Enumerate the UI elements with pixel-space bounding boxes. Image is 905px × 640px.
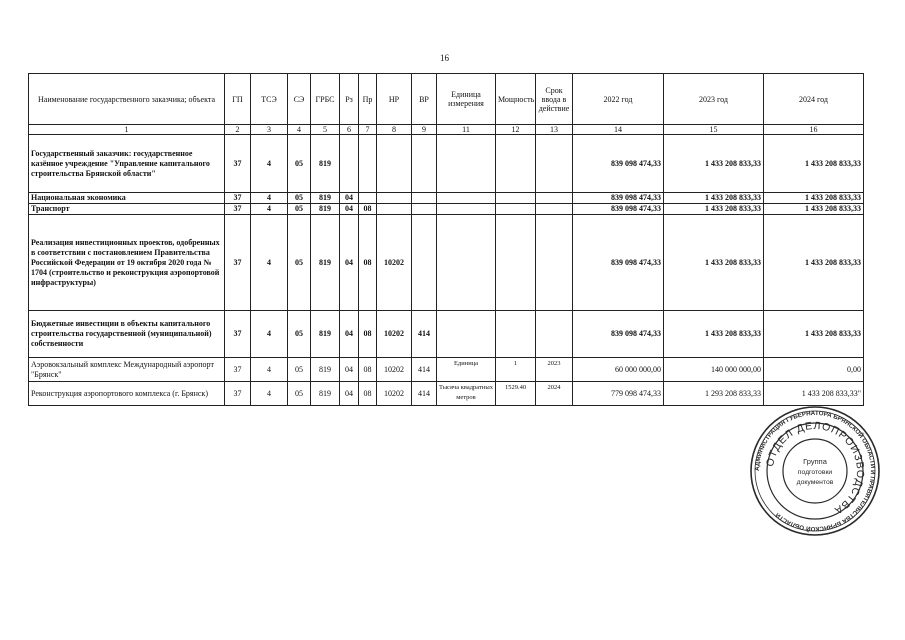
cell-2022: 839 098 474,33	[573, 215, 664, 311]
cell-deadline	[536, 311, 573, 358]
column-number: 14	[573, 125, 664, 135]
cell-grbs: 819	[311, 382, 340, 406]
cell-se: 05	[288, 204, 311, 215]
cell-unit: Тысяча квадратных метров	[437, 382, 496, 406]
column-number-row	[29, 125, 864, 135]
cell-nr: 10202	[377, 311, 412, 358]
seal-outer-text: АДМИНИСТРАЦИЯ ГУБЕРНАТОРА БРЯНСКОЙ ОБЛАСТИ И ПРАВИТЕЛЬСТВА БРЯНСКОЙ ОБЛАСТИ	[753, 409, 877, 533]
cell-rz: 04	[340, 193, 359, 204]
cell-2023: 1 433 208 833,33	[664, 311, 764, 358]
cell-capacity	[496, 311, 536, 358]
cell-unit	[437, 135, 496, 193]
table-row	[29, 135, 864, 193]
cell-deadline	[536, 135, 573, 193]
cell-tse: 4	[251, 311, 288, 358]
cell-2022: 839 098 474,33	[573, 193, 664, 204]
cell-2024: 1 433 208 833,33	[764, 215, 864, 311]
column-number: 6	[340, 125, 359, 135]
column-number: 7	[359, 125, 377, 135]
cell-se: 05	[288, 382, 311, 406]
seal-center-line: документов	[796, 479, 834, 486]
cell-grbs: 819	[311, 311, 340, 358]
cell-grbs: 819	[311, 358, 340, 382]
cell-se: 05	[288, 135, 311, 193]
cell-2023: 1 433 208 833,33	[664, 215, 764, 311]
cell-deadline	[536, 193, 573, 204]
header-name: Наименование государственного заказчика; объекта	[29, 74, 225, 125]
cell-nr	[377, 135, 412, 193]
header-pr: Пр	[359, 74, 377, 125]
cell-gp: 37	[225, 204, 251, 215]
cell-grbs: 819	[311, 135, 340, 193]
cell-vr	[412, 215, 437, 311]
cell-2023: 1 433 208 833,33	[664, 135, 764, 193]
column-number: 1	[29, 125, 225, 135]
cell-2023: 1 433 208 833,33	[664, 204, 764, 215]
cell-nr: 10202	[377, 215, 412, 311]
row-name: Аэровокзальный комплекс Международный аэропорт "Брянск"	[29, 358, 225, 382]
table-row	[29, 193, 864, 204]
seal-ring-text: ОТДЕЛ ДЕЛОПРОИЗВОДСТВА	[764, 419, 867, 517]
cell-vr: 414	[412, 311, 437, 358]
cell-2024: 1 433 208 833,33	[764, 311, 864, 358]
row-name: Реконструкция аэропортового комплекса (г. Брянск)	[29, 382, 225, 406]
cell-2022: 60 000 000,00	[573, 358, 664, 382]
cell-tse: 4	[251, 382, 288, 406]
cell-rz	[340, 135, 359, 193]
table-row	[29, 382, 864, 406]
column-number: 9	[412, 125, 437, 135]
cell-2024: 1 433 208 833,33	[764, 204, 864, 215]
cell-pr	[359, 193, 377, 204]
cell-2023: 140 000 000,00	[664, 358, 764, 382]
cell-deadline: 2024	[536, 382, 573, 406]
cell-capacity	[496, 135, 536, 193]
seal-center-line: подготовки	[797, 469, 833, 476]
column-number: 16	[764, 125, 864, 135]
cell-deadline	[536, 215, 573, 311]
column-number: 3	[251, 125, 288, 135]
header-vr: ВР	[412, 74, 437, 125]
header-capacity: Мощность	[496, 74, 536, 125]
cell-nr: 10202	[377, 382, 412, 406]
cell-capacity	[496, 204, 536, 215]
cell-2023: 1 293 208 833,33	[664, 382, 764, 406]
header-grbs: ГРБС	[311, 74, 340, 125]
cell-se: 05	[288, 193, 311, 204]
header-tse: ТСЭ	[251, 74, 288, 125]
cell-capacity	[496, 215, 536, 311]
cell-se: 05	[288, 215, 311, 311]
header-2023: 2023 год	[664, 74, 764, 125]
header-gp: ГП	[225, 74, 251, 125]
cell-nr	[377, 193, 412, 204]
cell-nr: 10202	[377, 358, 412, 382]
header-2022: 2022 год	[573, 74, 664, 125]
cell-2022: 839 098 474,33	[573, 204, 664, 215]
cell-vr	[412, 204, 437, 215]
column-number: 15	[664, 125, 764, 135]
column-number: 5	[311, 125, 340, 135]
cell-pr: 08	[359, 204, 377, 215]
cell-unit	[437, 204, 496, 215]
cell-tse: 4	[251, 358, 288, 382]
cell-nr	[377, 204, 412, 215]
cell-unit: Единица	[437, 358, 496, 382]
table-row	[29, 358, 864, 382]
budget-table	[28, 73, 864, 406]
column-number: 12	[496, 125, 536, 135]
department-seal	[748, 404, 882, 538]
cell-2024: 1 433 208 833,33	[764, 135, 864, 193]
column-number: 4	[288, 125, 311, 135]
cell-pr	[359, 135, 377, 193]
cell-2022: 839 098 474,33	[573, 311, 664, 358]
header-2024: 2024 год	[764, 74, 864, 125]
cell-2024: 1 433 208 833,33	[764, 193, 864, 204]
table-row	[29, 215, 864, 311]
cell-rz: 04	[340, 358, 359, 382]
seal-center-line: Группа	[803, 457, 827, 466]
column-number: 11	[437, 125, 496, 135]
cell-pr: 08	[359, 382, 377, 406]
cell-tse: 4	[251, 193, 288, 204]
cell-grbs: 819	[311, 204, 340, 215]
cell-2024: 0,00	[764, 358, 864, 382]
cell-deadline: 2023	[536, 358, 573, 382]
cell-deadline	[536, 204, 573, 215]
cell-gp: 37	[225, 215, 251, 311]
header-rz: Рз	[340, 74, 359, 125]
table-row	[29, 204, 864, 215]
row-name: Национальная экономика	[29, 193, 225, 204]
cell-gp: 37	[225, 358, 251, 382]
cell-capacity: 1529.40	[496, 382, 536, 406]
cell-tse: 4	[251, 215, 288, 311]
table-row	[29, 311, 864, 358]
cell-pr: 08	[359, 215, 377, 311]
cell-capacity: 1	[496, 358, 536, 382]
cell-2023: 1 433 208 833,33	[664, 193, 764, 204]
header-se: СЭ	[288, 74, 311, 125]
cell-tse: 4	[251, 135, 288, 193]
cell-grbs: 819	[311, 215, 340, 311]
cell-rz: 04	[340, 382, 359, 406]
table-header-row	[29, 74, 864, 125]
header-deadline: Срок ввода в действие	[536, 74, 573, 125]
cell-2022: 779 098 474,33	[573, 382, 664, 406]
column-number: 8	[377, 125, 412, 135]
cell-gp: 37	[225, 382, 251, 406]
page-number: 16	[440, 53, 449, 63]
cell-vr: 414	[412, 382, 437, 406]
cell-gp: 37	[225, 135, 251, 193]
cell-rz: 04	[340, 215, 359, 311]
header-unit: Единица измерения	[437, 74, 496, 125]
column-number: 13	[536, 125, 573, 135]
header-nr: НР	[377, 74, 412, 125]
cell-pr: 08	[359, 311, 377, 358]
row-name: Государственный заказчик: государственное казённое учреждение "Управление капитального строительства Брянской области"	[29, 135, 225, 193]
cell-vr	[412, 193, 437, 204]
cell-capacity	[496, 193, 536, 204]
cell-grbs: 819	[311, 193, 340, 204]
row-name: Транспорт	[29, 204, 225, 215]
column-number: 2	[225, 125, 251, 135]
cell-gp: 37	[225, 193, 251, 204]
cell-se: 05	[288, 311, 311, 358]
cell-se: 05	[288, 358, 311, 382]
cell-unit	[437, 311, 496, 358]
row-name: Бюджетные инвестиции в объекты капитального строительства государственной (муниципальной) собственности	[29, 311, 225, 358]
row-name: Реализация инвестиционных проектов, одобренных в соответствии с постановлением Правительства Российской Федерации от 19 октября 2020 года № 1704 (строительство и реконструкция аэропортовой инфраструктуры)	[29, 215, 225, 311]
cell-rz: 04	[340, 204, 359, 215]
cell-rz: 04	[340, 311, 359, 358]
cell-tse: 4	[251, 204, 288, 215]
cell-unit	[437, 215, 496, 311]
cell-vr: 414	[412, 358, 437, 382]
cell-2024: 1 433 208 833,33"	[764, 382, 864, 406]
cell-vr	[412, 135, 437, 193]
cell-gp: 37	[225, 311, 251, 358]
cell-unit	[437, 193, 496, 204]
cell-2022: 839 098 474,33	[573, 135, 664, 193]
cell-pr: 08	[359, 358, 377, 382]
